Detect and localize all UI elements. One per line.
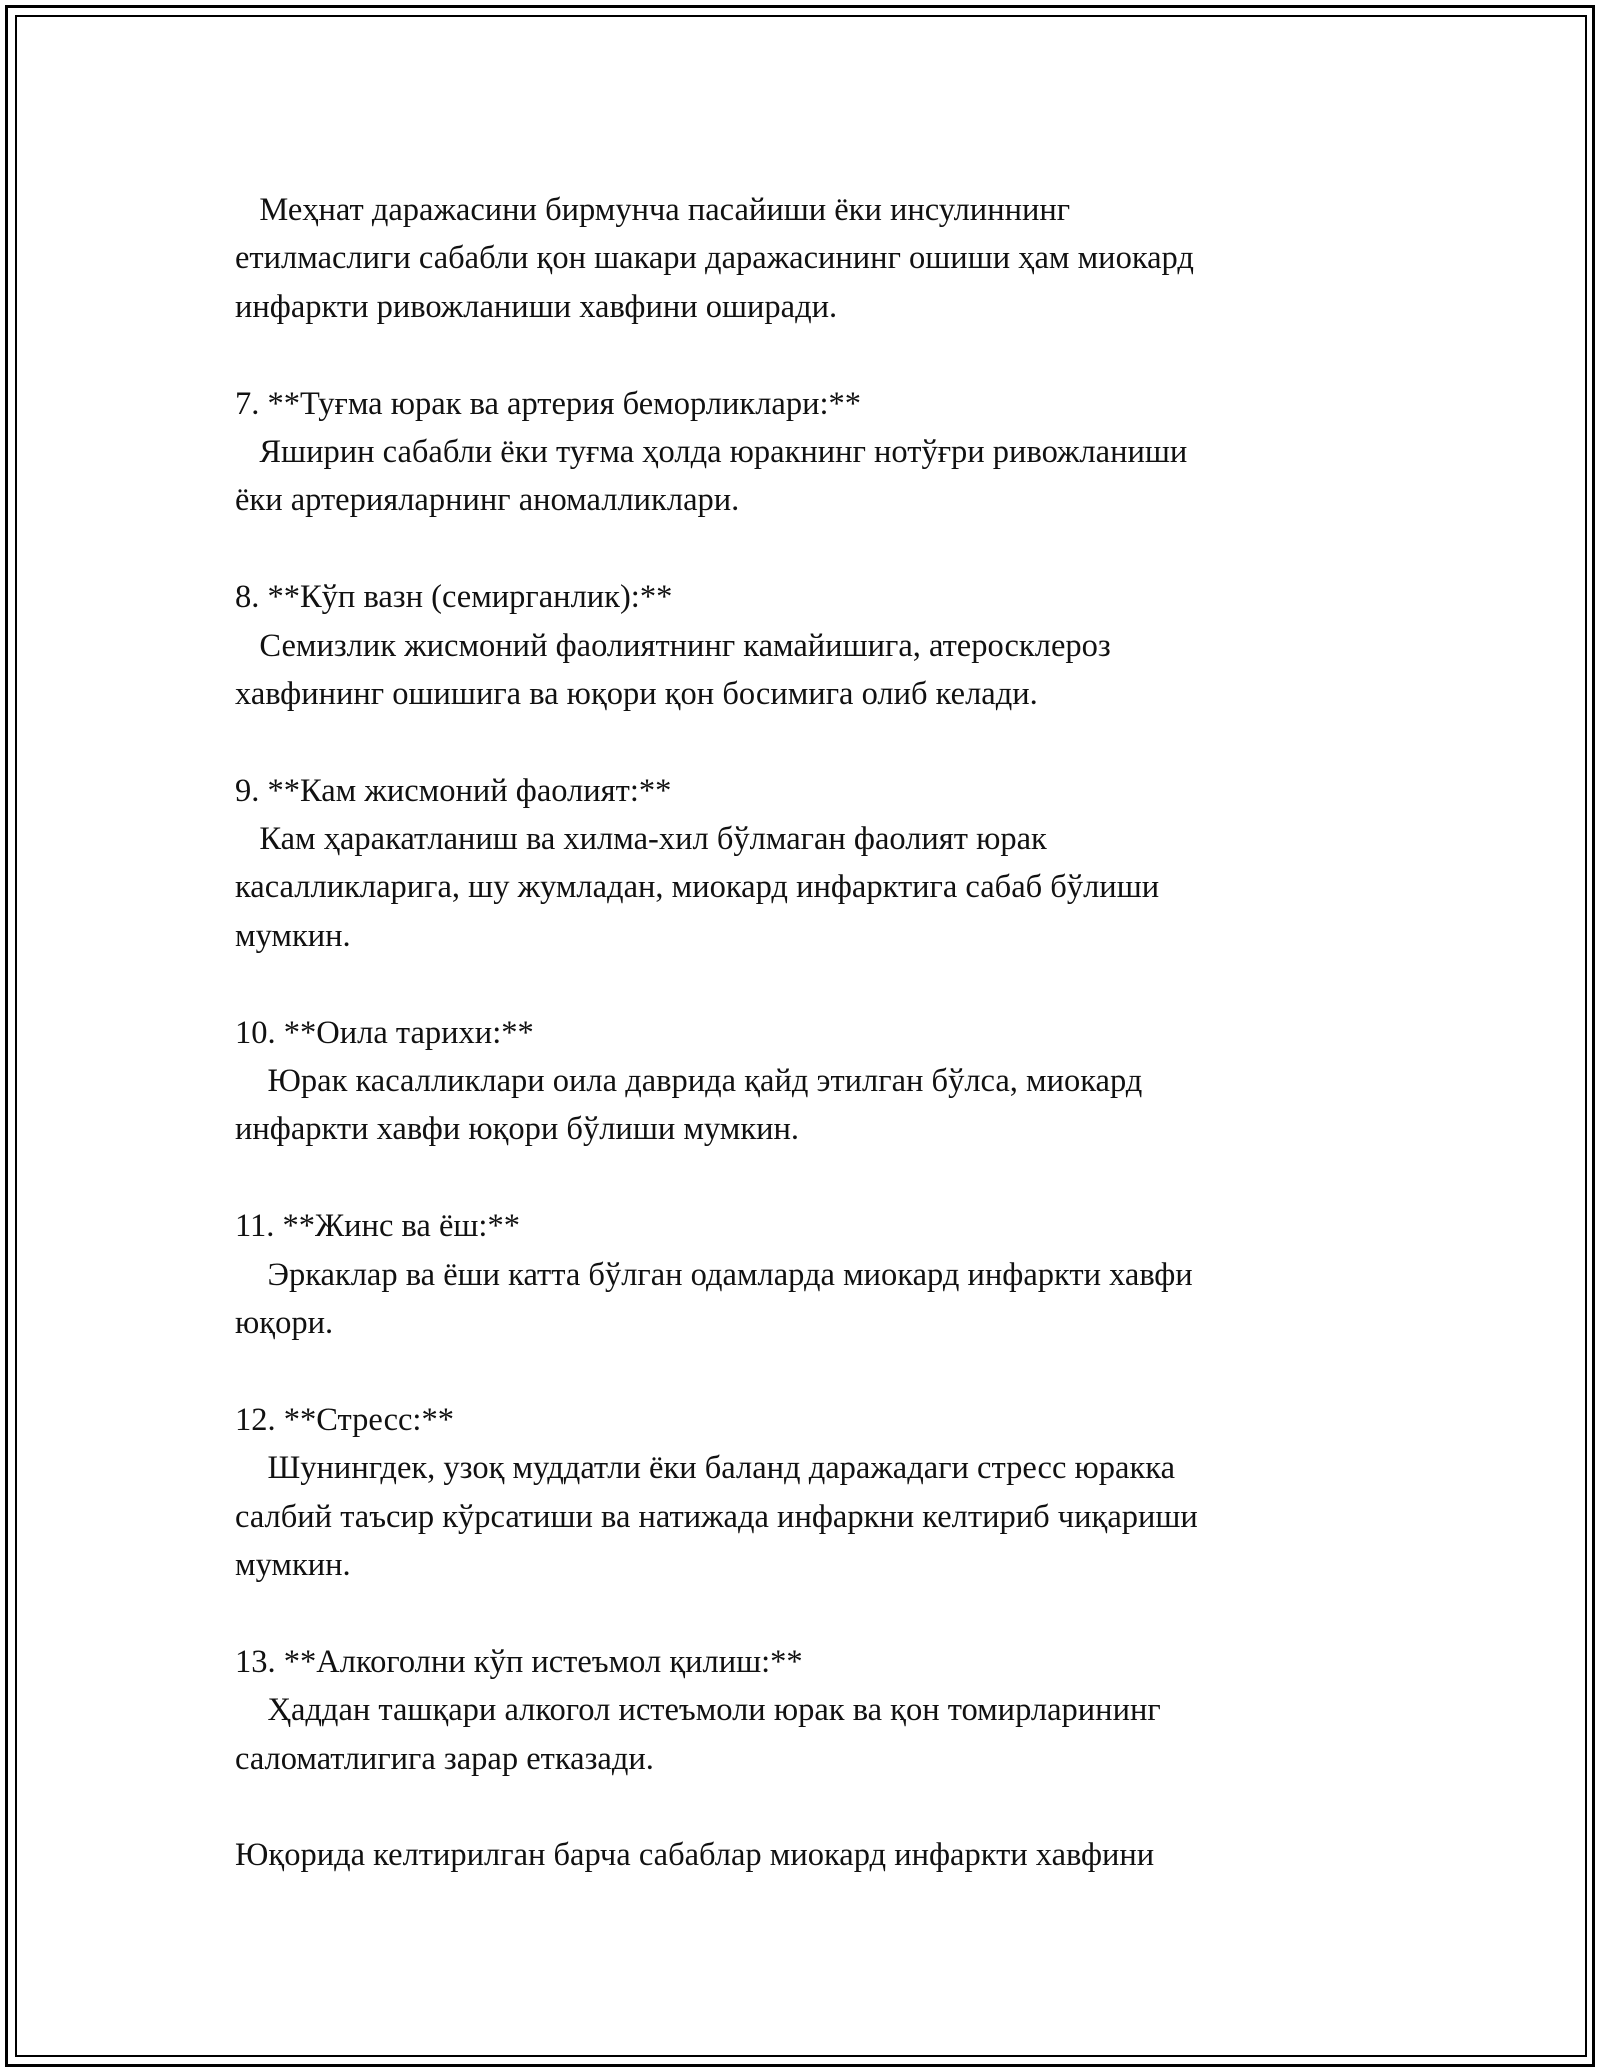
text-line: Эркаклар ва ёши катта бўлган одамларда миокард инфаркти хавфи	[235, 1256, 1193, 1293]
blank-line	[235, 960, 1375, 1008]
section-heading-7: 7. **Туғма юрак ва артерия беморликлари:**	[235, 385, 862, 422]
blank-line	[235, 525, 1375, 573]
blank-line	[235, 1589, 1375, 1637]
text-line: етилмаслиги сабабли қон шакари даражасининг ошиши ҳам миокард	[235, 240, 1194, 277]
text-line: мумкин.	[235, 1546, 351, 1583]
section-heading-9: 9. **Кам жисмоний фаолият:**	[235, 772, 672, 809]
blank-line	[235, 1783, 1375, 1831]
text-line: Юқорида келтирилган барча сабаблар миокард инфаркти хавфини	[235, 1837, 1155, 1874]
text-line: Шунингдек, узоқ муддатли ёки баланд даражадаги стресс юракка	[235, 1450, 1175, 1487]
document-text	[235, 186, 1375, 1880]
text-line: Яширин сабабли ёки туғма ҳолда юракнинг нотўғри ривожланиши	[235, 433, 1188, 470]
section-heading-13: 13. **Алкоголни кўп истеъмол қилиш:**	[235, 1643, 803, 1680]
section-heading-10: 10. **Оила тарихи:**	[235, 1014, 534, 1051]
text-line: мумкин.	[235, 917, 351, 954]
text-line: Кам ҳаракатланиш ва хилма-хил бўлмаган фаолият юрак	[235, 821, 1047, 858]
blank-line	[235, 718, 1375, 766]
text-line: инфаркти ривожланиши хавфини оширади.	[235, 288, 838, 325]
text-line: ёки артерияларнинг аномалликлари.	[235, 482, 740, 519]
text-line: Юрак касалликлари оила даврида қайд этилган бўлса, миокард	[235, 1063, 1143, 1100]
text-line: юқори.	[235, 1304, 334, 1341]
text-line: салбий таъсир кўрсатиши ва натижада инфаркни келтириб чиқариши	[235, 1498, 1198, 1535]
text-line: саломатлигига зарар етказади.	[235, 1740, 654, 1777]
text-line: касалликларига, шу жумладан, миокард инфарктига сабаб бўлиши	[235, 869, 1160, 906]
text-line: инфаркти хавфи юқори бўлиши мумкин.	[235, 1111, 800, 1148]
section-heading-11: 11. **Жинс ва ёш:**	[235, 1208, 520, 1245]
text-line: Ҳаддан ташқари алкогол истеъмоли юрак ва қон томирларининг	[235, 1692, 1161, 1729]
section-heading-12: 12. **Стресс:**	[235, 1401, 454, 1438]
section-heading-8: 8. **Кўп вазн (семирганлик):**	[235, 579, 673, 616]
blank-line	[235, 1154, 1375, 1202]
text-line: Меҳнат даражасини бирмунча пасайиши ёки инсулиннинг	[235, 192, 1071, 228]
blank-line	[235, 1347, 1375, 1395]
blank-line	[235, 331, 1375, 379]
text-line: хавфининг ошишига ва юқори қон босимига олиб келади.	[235, 675, 1038, 712]
text-line: Семизлик жисмоний фаолиятнинг камайишига, атеросклероз	[235, 627, 1111, 664]
